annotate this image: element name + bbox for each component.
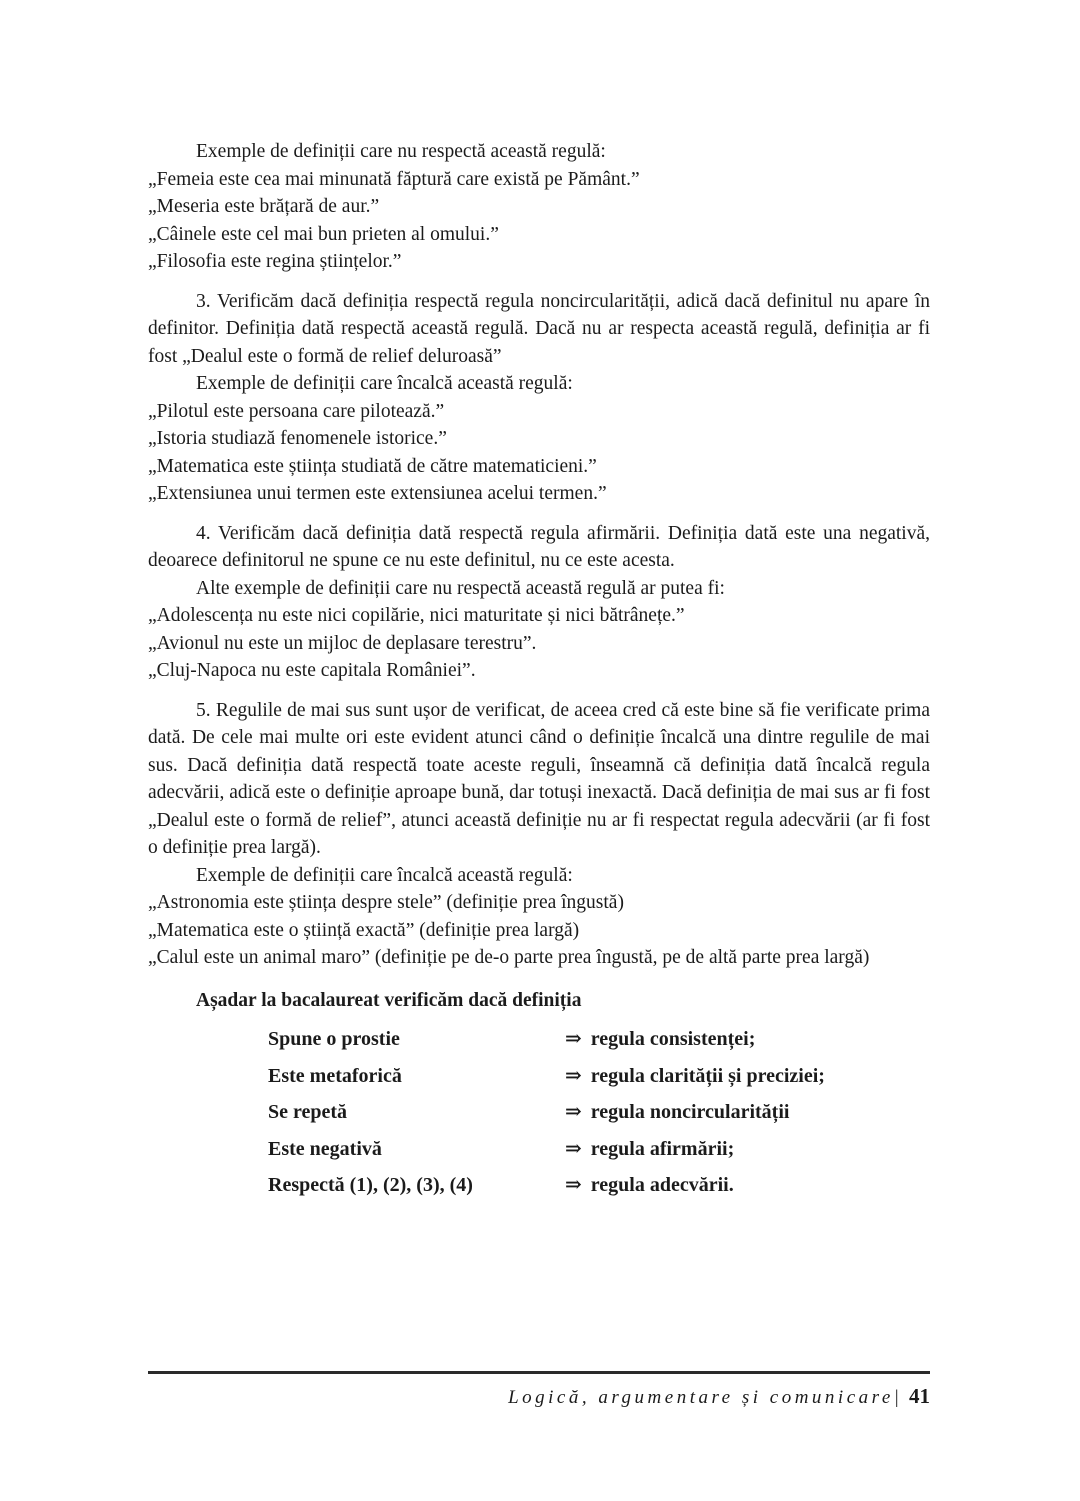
rule-result <box>565 1131 930 1168</box>
example-intro: Exemple de definiții care încalcă această regulă: <box>196 864 573 886</box>
example-quote: „Extensiunea unui termen este extensiunea acelui termen.” <box>148 483 607 504</box>
example-quote: „Meseria este brățară de aur.” <box>148 196 380 217</box>
table-row <box>148 1058 930 1095</box>
footer-separator: | <box>893 1386 899 1408</box>
page-number: 41 <box>909 1383 930 1408</box>
example-quote: „Astronomia este știința despre stele” (definiție prea îngustă) <box>148 892 624 913</box>
rule-result <box>565 1058 930 1095</box>
example-quote: „Calul este un animal maro” (definiție pe de-o parte prea îngustă, pe de altă parte prea largă) <box>148 947 870 968</box>
rule-result <box>565 1021 930 1058</box>
rule-name: regula noncircularității <box>590 1101 790 1123</box>
rule-result <box>565 1167 930 1204</box>
example-quote: „Câinele este cel mai bun prieten al omului.” <box>148 223 499 245</box>
rules-table <box>148 1021 930 1204</box>
example-quote: „Cluj-Napoca nu este capitala României”. <box>148 660 476 681</box>
example-quote: „Istoria studiază fenomenele istorice.” <box>148 428 447 449</box>
footer-divider <box>148 1371 930 1374</box>
example-intro: Exemple de definiții care nu respectă această regulă: <box>196 141 606 162</box>
arrow-icon: ⇒ <box>565 1137 582 1160</box>
page-footer <box>148 1371 930 1412</box>
rule-name: regula adecvării. <box>590 1174 734 1196</box>
paragraph-rule-3: 3. Verificăm dacă definiția respectă regula noncircularității, adică dacă definitul nu apare în definitor. Definiția dată respectă această regulă. Dacă nu ar respecta această regulă, definiția ar fi fost „Dealul este o formă de relief deluroasă” <box>148 290 930 367</box>
example-quote: „Avionul nu este un mijloc de deplasare terestru”. <box>148 632 537 654</box>
arrow-icon: ⇒ <box>565 1064 582 1087</box>
table-row <box>148 1094 930 1131</box>
arrow-icon: ⇒ <box>565 1028 582 1050</box>
example-quote: „Matematica este știința studiată de către matematicieni.” <box>148 455 597 477</box>
rule-condition: Este negativă <box>268 1137 382 1160</box>
example-intro: Alte exemple de definiții care nu respectă această regulă ar putea fi: <box>196 577 725 599</box>
rule-name: regula afirmării; <box>590 1137 735 1160</box>
example-quote: „Pilotul este persoana care pilotează.” <box>148 400 445 422</box>
rule-condition: Este metaforică <box>268 1064 402 1087</box>
footer-text <box>148 1383 930 1412</box>
rule-condition: Spune o prostie <box>268 1028 400 1050</box>
arrow-icon: ⇒ <box>565 1101 582 1123</box>
table-row <box>148 1167 930 1204</box>
arrow-icon: ⇒ <box>565 1174 582 1196</box>
example-intro: Exemple de definiții care încalcă această regulă: <box>196 373 573 394</box>
example-quote: „Filosofia este regina științelor.” <box>148 251 402 272</box>
rule-condition: Se repetă <box>268 1101 348 1123</box>
example-quote: „Femeia este cea mai minunată făptură care există pe Pământ.” <box>148 168 640 190</box>
book-title: Logică, argumentare și comunicare <box>508 1386 894 1408</box>
table-row <box>148 1021 930 1058</box>
table-row <box>148 1131 930 1168</box>
example-quote: „Matematica este o știință exactă” (definiție prea largă) <box>148 919 580 941</box>
example-quote: „Adolescența nu este nici copilărie, nici maturitate și nici bătrânețe.” <box>148 605 685 626</box>
rule-condition: Respectă (1), (2), (3), (4) <box>268 1174 473 1196</box>
rule-result <box>565 1094 930 1131</box>
rule-name: regula consistenței; <box>590 1028 756 1050</box>
section-heading: Așadar la bacalaureat verificăm dacă definiția <box>196 989 582 1011</box>
paragraph-rule-4: 4. Verificăm dacă definiția dată respectă regula afirmării. Definiția dată este una negativă, deoarece definitorul ne spune ce nu este definitul, nu ce este acesta. <box>148 522 930 571</box>
paragraph-rule-5: 5. Regulile de mai sus sunt ușor de verificat, de aceea cred că este bine să fie verificate prima dată. De cele mai multe ori este evident atunci când o definiție încalcă una dintre regulile de mai sus. Dacă definiția dată respectă toate aceste reguli, înseamnă că definiția dată încalcă regula adecvării, adică este o definiție aproape bună, dar totuși inexactă. Dacă definiția de mai sus ar fi fost „Dealul este o formă de relief”, atunci această definiție nu ar fi respectat regula adecvării (ar fi fost o definiție prea largă). <box>148 699 930 858</box>
rule-name: regula clarității și preciziei; <box>590 1064 825 1087</box>
